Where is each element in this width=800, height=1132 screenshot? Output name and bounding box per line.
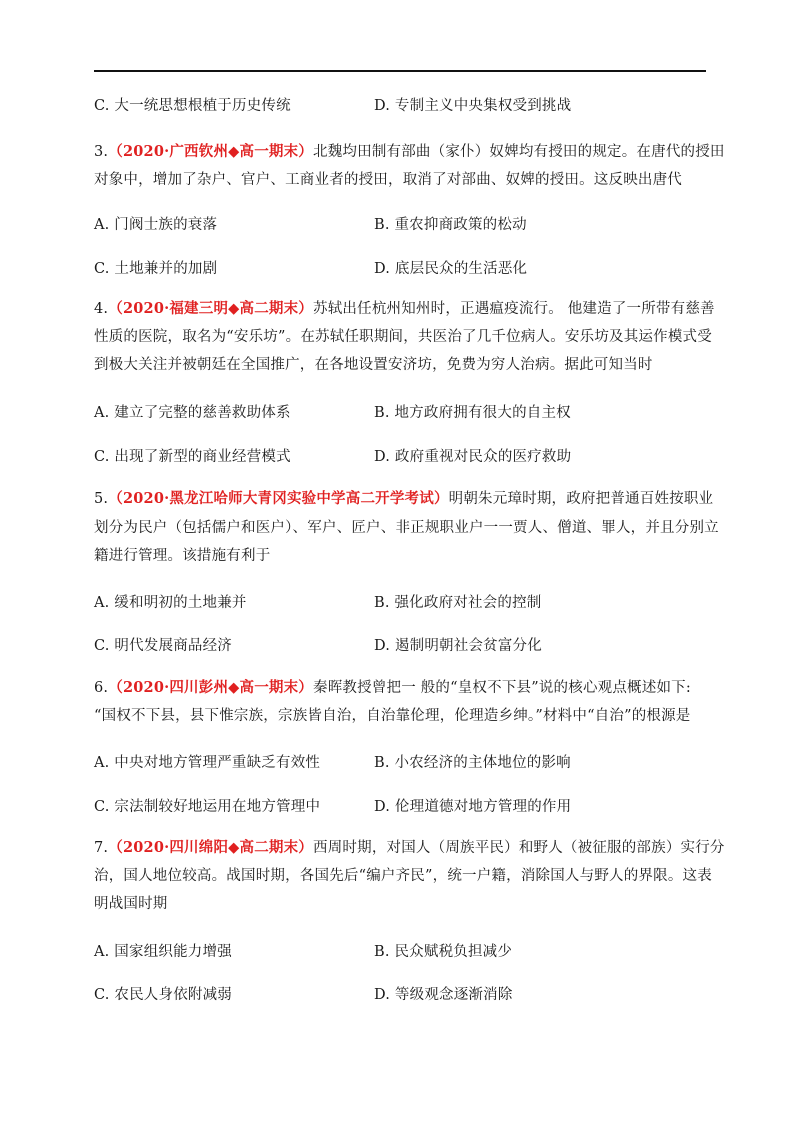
question-3-stem-line-1 xyxy=(94,142,725,162)
question-3-option-d: D. 底层民众的生活恶化 xyxy=(374,261,528,277)
stem-text: 苏轼出任杭州知州时，正遇瘟疫流行。 他建造了一所带有慈善 xyxy=(313,301,715,317)
question-number: 4. xyxy=(94,301,109,317)
question-7-stem-line-3: 明战国时期 xyxy=(94,896,168,912)
question-source: （2020·黑龙江哈师大青冈实验中学高二开学考试） xyxy=(108,490,449,507)
question-7-option-c: C. 农民人身依附减弱 xyxy=(94,987,232,1003)
question-number: 5. xyxy=(94,491,109,507)
question-7-option-d: D. 等级观念逐渐消除 xyxy=(374,987,513,1003)
header-rule xyxy=(94,70,706,72)
question-source: （2020·广西钦州◆高一期末） xyxy=(108,143,314,160)
question-4-option-d: D. 政府重视对民众的医疗救助 xyxy=(374,449,572,465)
question-4-option-c: C. 出现了新型的商业经营模式 xyxy=(94,449,291,465)
stem-text: 秦晖教授曾把一 般的“皇权不下县”说的核心观点概述如下: xyxy=(313,680,691,696)
prev-option-c: C. 大一统思想根植于历史传统 xyxy=(94,98,291,114)
question-5-option-b: B. 强化政府对社会的控制 xyxy=(374,595,542,611)
question-5-stem-line-1 xyxy=(94,489,713,509)
question-source: （2020·四川彭州◆高一期末） xyxy=(108,679,314,696)
question-6-option-d: D. 伦理道德对地方管理的作用 xyxy=(374,799,572,815)
question-6-option-a: A. 中央对地方管理严重缺乏有效性 xyxy=(94,755,321,771)
question-4-stem-line-1 xyxy=(94,299,715,319)
question-3-option-b: B. 重农抑商政策的松动 xyxy=(374,217,527,233)
question-4-option-a: A. 建立了完整的慈善救助体系 xyxy=(94,405,291,421)
question-7-option-a: A. 国家组织能力增强 xyxy=(94,944,232,960)
question-source: （2020·福建三明◆高二期末） xyxy=(108,300,314,317)
question-5-stem-line-2: 划分为民户（包括儒户和医户）、军户、匠户、非正规职业户一一贾人、僧道、罪人，并且分别立 xyxy=(94,520,719,536)
stem-text: 西周时期，对国人（周族平民）和野人（被征服的部族）实行分 xyxy=(313,840,725,856)
stem-text: 北魏均田制有部曲（家仆）奴婢均有授田的规定。在唐代的授田 xyxy=(313,144,725,160)
question-number: 6. xyxy=(94,680,109,696)
question-3-option-a: A. 门阀士族的衰落 xyxy=(94,217,218,233)
question-4-option-b: B. 地方政府拥有很大的自主权 xyxy=(374,405,571,421)
question-6-option-b: B. 小农经济的主体地位的影响 xyxy=(374,755,571,771)
question-7-option-b: B. 民众赋税负担减少 xyxy=(374,944,513,960)
question-6-stem-line-1 xyxy=(94,678,691,698)
question-4-stem-line-2: 性质的医院，取名为“安乐坊”。在苏轼任职期间，共医治了几千位病人。安乐坊及其运作模式受 xyxy=(94,329,712,345)
question-7-stem-line-2: 治，国人地位较高。战国时期，各国先后“编户齐民”，统一户籍，消除国人与野人的界限。这表 xyxy=(94,868,712,884)
stem-text: 明朝朱元璋时期，政府把普通百姓按职业 xyxy=(448,491,714,507)
question-5-option-a: A. 缓和明初的土地兼并 xyxy=(94,595,247,611)
question-4-stem-line-3: 到极大关注并被朝廷在全国推广，在各地设置安济坊，免费为穷人治病。据此可知当时 xyxy=(94,357,653,373)
question-7-stem-line-1 xyxy=(94,838,725,858)
question-number: 3. xyxy=(94,144,109,160)
question-5-option-d: D. 遏制明朝社会贫富分化 xyxy=(374,638,542,654)
question-source: （2020·四川绵阳◆高二期末） xyxy=(108,839,314,856)
prev-option-d: D. 专制主义中央集权受到挑战 xyxy=(374,98,572,114)
question-5-option-c: C. 明代发展商品经济 xyxy=(94,638,232,654)
question-6-option-c: C. 宗法制较好地运用在地方管理中 xyxy=(94,799,321,815)
question-number: 7. xyxy=(94,840,109,856)
question-6-stem-line-2: “国权不下县，县下惟宗族，宗族皆自治，自治靠伦理，伦理造乡绅。”材料中“自治”的根源是 xyxy=(94,708,691,724)
question-3-option-c: C. 土地兼并的加剧 xyxy=(94,261,218,277)
question-5-stem-line-3: 籍进行管理。该措施有利于 xyxy=(94,548,271,564)
question-3-stem-line-2: 对象中，增加了杂户、官户、工商业者的授田，取消了对部曲、奴婢的授田。这反映出唐代 xyxy=(94,172,682,188)
